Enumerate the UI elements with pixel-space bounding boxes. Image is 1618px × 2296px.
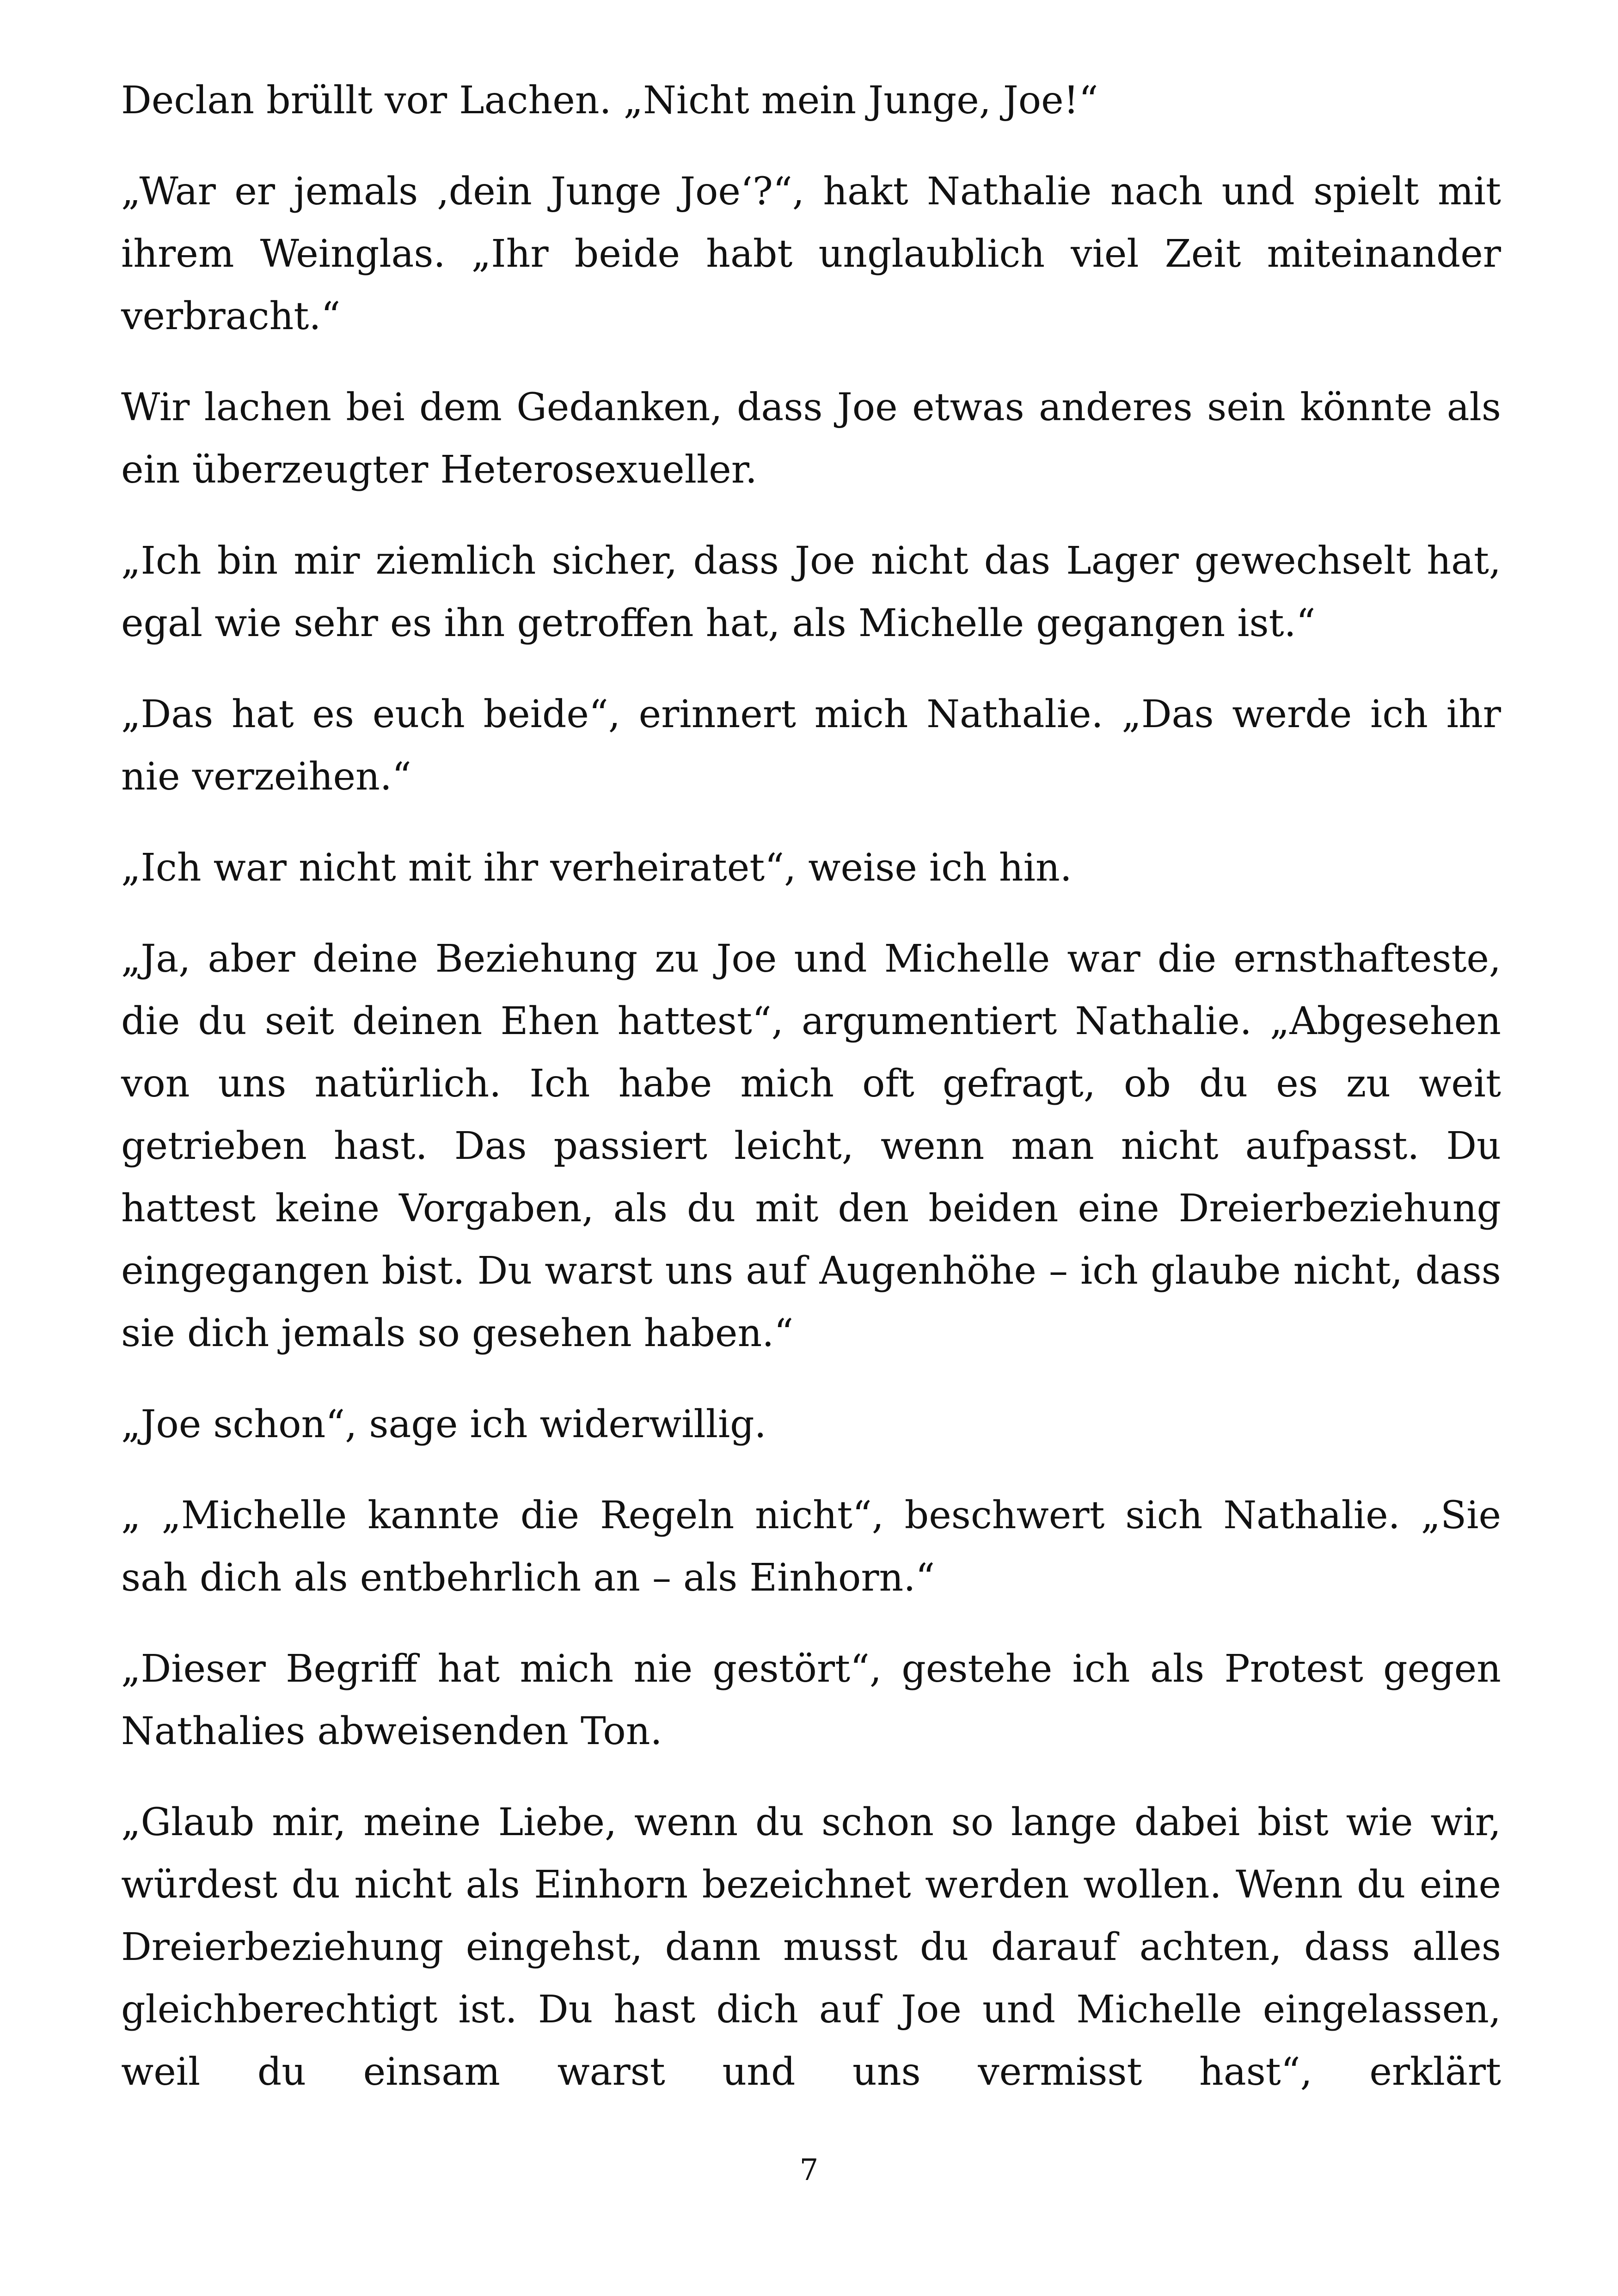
paragraph-7: „Ja, aber deine Beziehung zu Joe und Michelle war die ernsthafteste, die du seit deinen Ehen hattest“, argumentiert Nathalie. „Abgesehen von uns natürlich. Ich habe mich oft gefragt, ob du es zu weit getrieben hast. Das passiert leicht, wenn man nicht aufpasst. Du hattest keine Vorgaben, als du mit den beiden eine Dreierbeziehung eingegangen bist. Du warst uns auf Augenhöhe – ich glaube nicht, dass sie dich jemals so gesehen haben.“: [121, 937, 1501, 1355]
paragraph-8: „Joe schon“, sage ich widerwillig.: [121, 1402, 766, 1446]
paragraph-9: „ „Michelle kannte die Regeln nicht“, beschwert sich Nathalie. „Sie sah dich als entbehrlich an – als Einhorn.“: [121, 1494, 1501, 1600]
page-body: [121, 69, 1501, 2103]
paragraph-1: Declan brüllt vor Lachen. „Nicht mein Junge, Joe!“: [121, 79, 1098, 122]
paragraph-3: Wir lachen bei dem Gedanken, dass Joe etwas anderes sein könnte als ein überzeugter Heterosexueller.: [121, 386, 1501, 492]
paragraph-5: „Das hat es euch beide“, erinnert mich Nathalie. „Das werde ich ihr nie verzeihen.“: [121, 692, 1501, 799]
paragraph-10: „Dieser Begriff hat mich nie gestört“, gestehe ich als Protest gegen Nathalies abweisenden Ton.: [121, 1647, 1501, 1753]
page-number: 7: [799, 2153, 819, 2187]
paragraph-11: „Glaub mir, meine Liebe, wenn du schon so lange dabei bist wie wir, würdest du nicht als Einhorn bezeichnet werden wollen. Wenn du eine Dreierbeziehung eingehst, dann musst du darauf achten, dass alles gleichberechtigt ist. Du hast dich auf Joe und Michelle eingelassen, weil du einsam warst und uns vermisst hast“, erklärt: [121, 1800, 1501, 2094]
paragraph-6: „Ich war nicht mit ihr verheiratet“, weise ich hin.: [121, 846, 1072, 890]
paragraph-4: „Ich bin mir ziemlich sicher, dass Joe nicht das Lager gewechselt hat, egal wie sehr es ihn getroffen hat, als Michelle gegangen ist.“: [121, 539, 1501, 645]
paragraph-2: „War er jemals ‚dein Junge Joe‘?“, hakt Nathalie nach und spielt mit ihrem Weinglas. „Ihr beide habt unglaublich viel Zeit miteinander verbracht.“: [121, 170, 1501, 338]
